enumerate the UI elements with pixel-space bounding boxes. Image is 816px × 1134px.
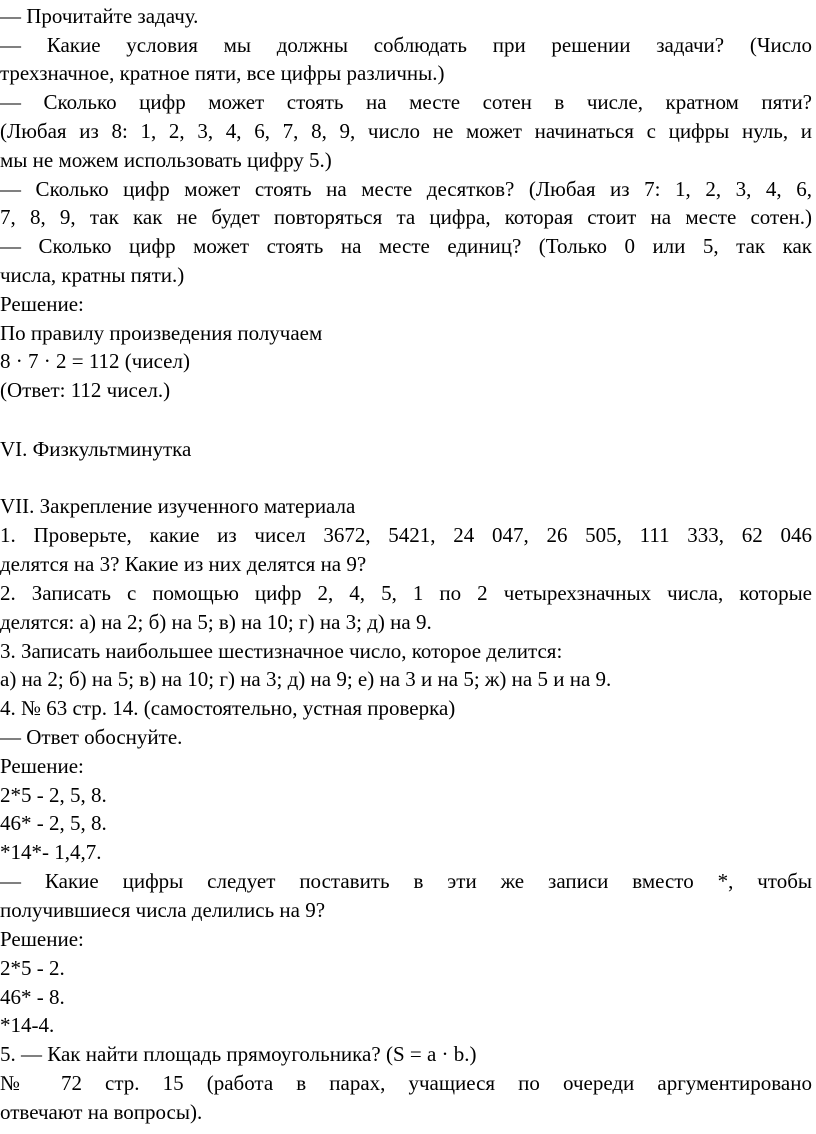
- text-line: 3. Записать наибольшее шестизначное число, которое делится:: [0, 639, 563, 663]
- text-line: — Ответ обоснуйте.: [0, 725, 183, 749]
- text-line: — Сколько цифр может стоять на месте сотен в числе, кратном пяти?: [0, 90, 812, 114]
- text-line: — Прочитайте задачу.: [0, 4, 199, 28]
- text-line: Решение:: [0, 292, 84, 316]
- text-line: Решение:: [0, 754, 84, 778]
- text-line: 1. Проверьте, какие из чисел 3672, 5421, 24 047, 26 505, 111 333, 62 046: [0, 523, 812, 547]
- text-line: 46* - 8.: [0, 985, 65, 1009]
- text-line: — Сколько цифр может стоять на месте десятков? (Любая из 7: 1, 2, 3, 4, 6,: [0, 177, 812, 201]
- section-heading: VII. Закрепление изученного материала: [0, 494, 356, 518]
- text-line: — Какие цифры следует поставить в эти же записи вместо *, чтобы: [0, 869, 812, 893]
- text-line: — Какие условия мы должны соблюдать при решении задачи? (Число: [0, 33, 812, 57]
- text-line: (Любая из 8: 1, 2, 3, 4, 6, 7, 8, 9, число не может начинаться с цифры нуль, и: [0, 119, 812, 143]
- text-line: По правилу произведения получаем: [0, 321, 323, 345]
- text-line: числа, кратны пяти.): [0, 263, 185, 287]
- text-line: — Сколько цифр может стоять на месте единиц? (Только 0 или 5, так как: [0, 234, 812, 258]
- text-line: 8 · 7 · 2 = 112 (чисел): [0, 349, 190, 373]
- text-line: а) на 2; б) на 5; в) на 10; г) на 3; д) на 9; е) на 3 и на 5; ж) на 5 и на 9.: [0, 667, 612, 691]
- text-line: 2*5 - 2, 5, 8.: [0, 783, 107, 807]
- text-line: 4. № 63 стр. 14. (самостоятельно, устная проверка): [0, 696, 456, 720]
- text-line: делятся на 3? Какие из них делятся на 9?: [0, 552, 367, 576]
- text-line: делятся: а) на 2; б) на 5; в) на 10; г) на 3; д) на 9.: [0, 610, 432, 634]
- section-heading: VI. Физкультминутка: [0, 437, 192, 461]
- text-line: мы не можем использовать цифру 5.): [0, 148, 332, 172]
- text-line: 7, 8, 9, так как не будет повторяться та цифра, которая стоит на месте сотен.): [0, 205, 812, 229]
- text-line: *14*- 1,4,7.: [0, 840, 102, 864]
- text-line: *14-4.: [0, 1013, 55, 1037]
- text-line: отвечают на вопросы).: [0, 1100, 203, 1124]
- text-line: 2. Записать с помощью цифр 2, 4, 5, 1 по 2 четырехзначных числа, которые: [0, 581, 812, 605]
- text-line: Решение:: [0, 927, 84, 951]
- text-line: 5. — Как найти площадь прямоугольника? (S = a · b.): [0, 1042, 477, 1066]
- text-line: получившиеся числа делились на 9?: [0, 898, 326, 922]
- text-line: (Ответ: 112 чисел.): [0, 378, 171, 402]
- text-line: № 72 стр. 15 (работа в парах, учащиеся по очереди аргументировано: [0, 1071, 812, 1095]
- text-line: трехзначное, кратное пяти, все цифры различны.): [0, 61, 445, 85]
- text-line: 46* - 2, 5, 8.: [0, 811, 107, 835]
- text-line: 2*5 - 2.: [0, 956, 65, 980]
